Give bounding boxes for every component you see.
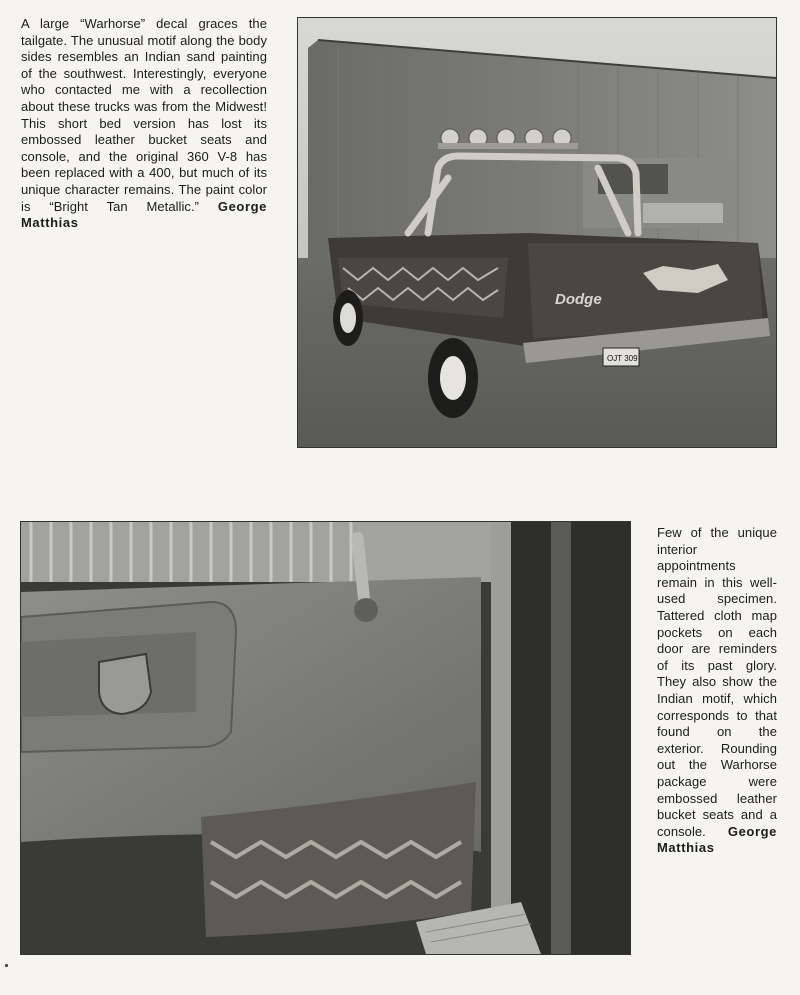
photo-door-interior [20,521,631,955]
door-photo-illustration [21,522,630,954]
caption-text: Few of the unique interior appointments remain in this well-used specimen. Tattered cloth map pockets on each door are reminders of its past glory. They also show the Indian motif, which corresponds to that found on the exterior. Rounding out the Warhorse package were embossed leather bucket seats and a console. [657,525,777,839]
truck-photo-illustration [298,18,776,447]
photo-truck-rear [297,17,777,448]
caption-truck-exterior [21,16,267,232]
caption-door-interior [657,525,777,857]
caption-text: A large “Warhorse” decal graces the tailgate. The unusual motif along the body sides resembles an Indian sand painting of the southwest. Interestingly, everyone who contacted me with a recollection about these trucks was from the Midwest! This short bed version has lost its embossed leather bucket seats and console, and the original 360 V-8 has been replaced with a 400, but much of its unique character remains. The paint color is “Bright Tan Metallic.” [21,16,267,214]
photo-credit: George Matthias [21,198,267,231]
photo-credit: George Matthias [657,823,777,856]
print-speck [5,964,8,967]
license-plate-text: OJT 309 [607,354,638,363]
tailgate-dodge-text: Dodge [555,291,602,308]
